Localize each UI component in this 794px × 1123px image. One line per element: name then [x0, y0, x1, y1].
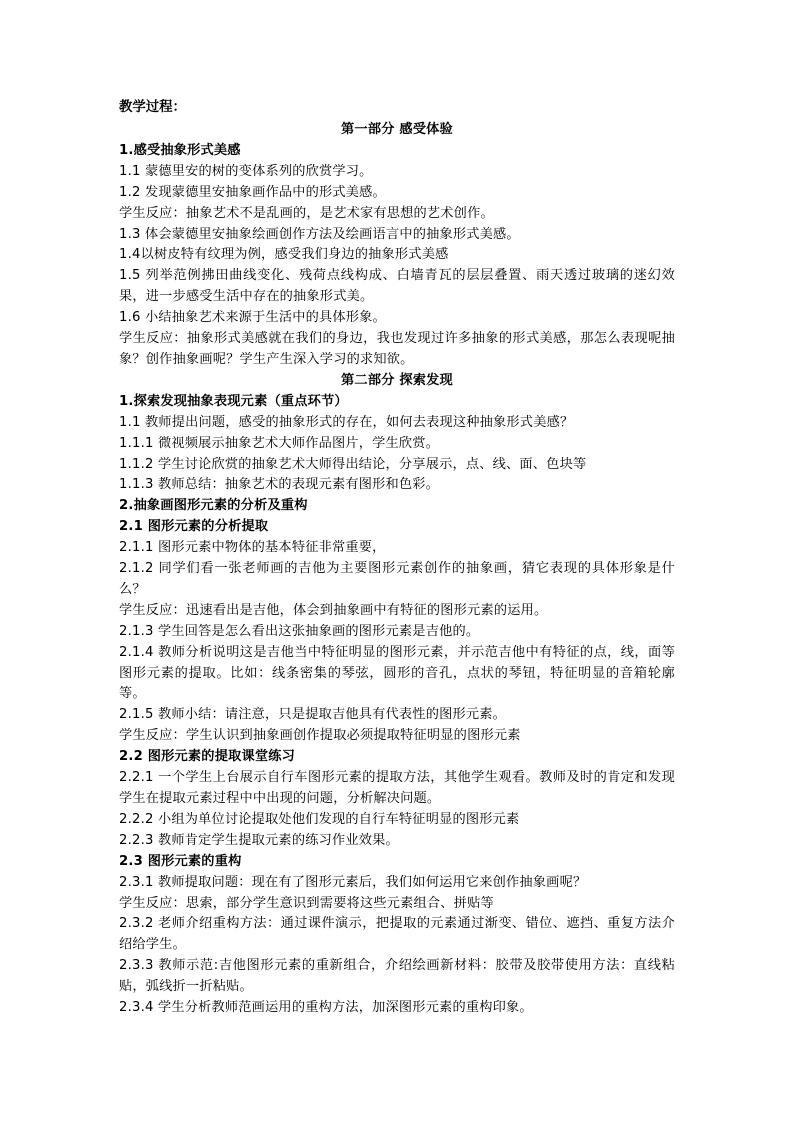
paragraph: 1.5 列举范例拂田曲线变化、残荷点线构成、白墙青瓦的层层叠置、雨天透过玻璃的迷幻效果，进一步感受生活中存在的抽象形式美。: [119, 268, 675, 305]
paragraph: 1.1.3 教师总结：抽象艺术的表现元素有图形和色彩。: [119, 477, 440, 493]
document-page: [119, 96, 675, 1019]
paragraph: 1.1 蒙德里安的树的变体系列的欣赏学习。: [119, 163, 373, 179]
paragraph: 1.3 体会蒙德里安抽象绘画创作方法及绘画语言中的抽象形式美感。: [119, 226, 520, 242]
paragraph: 1.1.1 微视频展示抽象艺术大师作品图片，学生欣赏。: [119, 435, 440, 451]
paragraph: 2.1.4 教师分析说明这是吉他当中特征明显的图形元素，并示范吉他中有特征的点，线，面等图形元素的提取。比如：线条密集的琴弦，圆形的音孔，点状的琴钮，特征明显的音箱轮廓等。: [119, 644, 675, 702]
section-title: 第二部分 探索发现: [341, 372, 453, 388]
subsection-heading: 2.抽象画图形元素的分析及重构: [119, 498, 308, 514]
paragraph: 学生反应：迅速看出是吉他，体会到抽象画中有特征的图形元素的运用。: [119, 602, 548, 618]
paragraph: 2.2.3 教师肯定学生提取元素的练习作业效果。: [119, 832, 399, 848]
document-body: [119, 120, 675, 1019]
paragraph: 学生反应：思索，部分学生意识到需要将这些元素组合、拼贴等: [119, 895, 494, 911]
document-heading: 教学过程：: [119, 100, 186, 115]
paragraph: 2.3.2 老师介绍重构方法：通过课件演示，把提取的元素通过渐变、错位、遮挡、重复方法介绍给学生。: [119, 916, 675, 953]
subsection-heading: 2.1 图形元素的分析提取: [119, 519, 269, 535]
paragraph: 2.1.2 同学们看一张老师画的吉他为主要图形元素创作的抽象画，猜它表现的具体形象是什么？: [119, 561, 675, 597]
section-title: 第一部分 感受体验: [341, 122, 453, 137]
paragraph: 2.1.5 教师小结：请注意，只是提取吉他具有代表性的图形元素。: [119, 707, 507, 723]
subsection-heading: 2.2 图形元素的提取课堂练习: [119, 749, 296, 765]
paragraph: 1.4以树皮特有纹理为例，感受我们身边的抽象形式美感: [119, 247, 449, 263]
subsection-heading: 1.探索发现抽象表现元素（重点环节）: [119, 393, 348, 409]
paragraph: 2.1.3 学生回答是怎么看出这张抽象画的图形元素是吉他的。: [119, 623, 480, 639]
paragraph: 1.2 发现蒙德里安抽象画作品中的形式美感。: [119, 184, 386, 200]
subsection-heading: 1.感受抽象形式美感: [119, 142, 241, 158]
paragraph: 1.6 小结抽象艺术来源于生活中的具体形象。: [119, 310, 386, 326]
subsection-heading: 2.3 图形元素的重构: [119, 853, 242, 869]
paragraph: 学生反应：学生认识到抽象画创作提取必须提取特征明显的图形元素: [119, 728, 521, 744]
paragraph: 2.3.1 教师提取问题：现在有了图形元素后，我们如何运用它来创作抽象画呢？: [119, 874, 587, 890]
paragraph: 2.2.2 小组为单位讨论提取处他们发现的自行车特征明显的图形元素: [119, 811, 520, 827]
paragraph: 2.1.1 图形元素中物体的基本特征非常重要，: [119, 540, 386, 556]
paragraph: 学生反应：抽象形式美感就在我们的身边，我也发现过许多抽象的形式美感，那怎么表现呢抽象？创作抽象画呢？学生产生深入学习的求知欲。: [119, 331, 675, 367]
paragraph: 1.1 教师提出问题，感受的抽象形式的存在，如何去表现这种抽象形式美感？: [119, 414, 574, 430]
paragraph: 2.2.1 一个学生上台展示自行车图形元素的提取方法，其他学生观看。教师及时的肯定和发现学生在提取元素过程中中出现的问题，分析解决问题。: [119, 770, 675, 806]
paragraph: 学生反应：抽象艺术不是乱画的，是艺术家有思想的艺术创作。: [119, 205, 494, 221]
paragraph: 2.3.4 学生分析教师范画运用的重构方法，加深图形元素的重构印象。: [119, 1000, 533, 1016]
paragraph: 2.3.3 教师示范:吉他图形元素的重新组合，介绍绘画新材料：胶带及胶带使用方法：直线粘贴，弧线折一折粘贴。: [119, 958, 675, 995]
paragraph: 1.1.2 学生讨论欣赏的抽象艺术大师得出结论，分享展示，点、线、面、色块等: [119, 456, 587, 472]
